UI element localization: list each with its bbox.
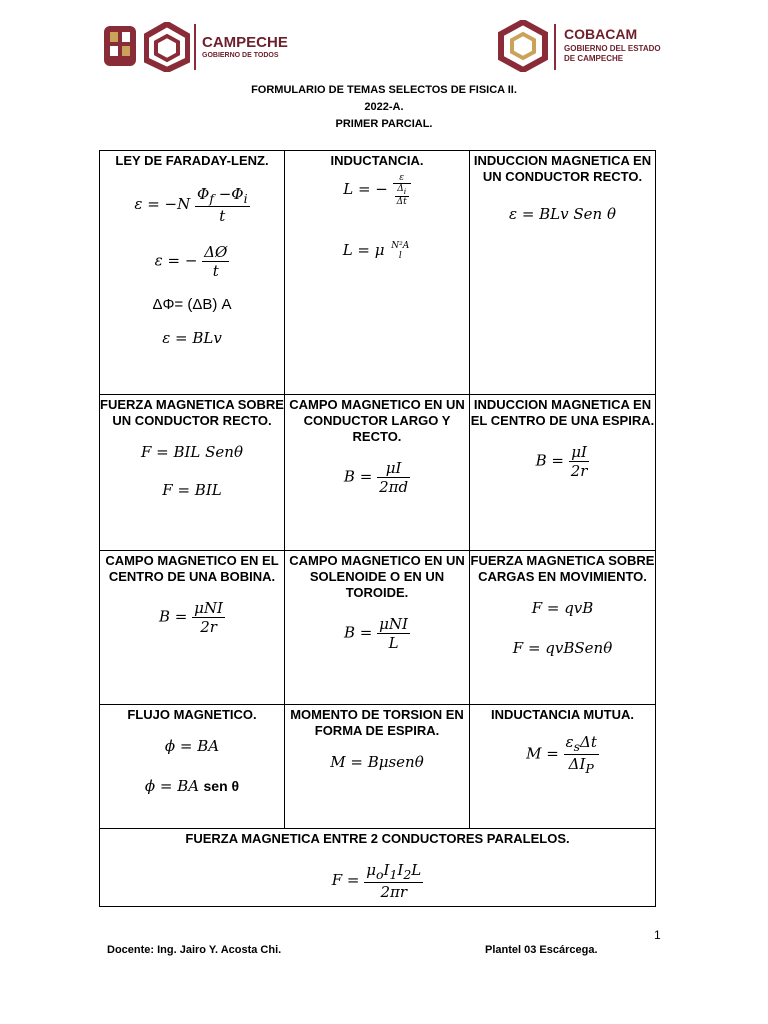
cell-title: LEY DE FARADAY-LENZ.	[115, 153, 269, 168]
cell-induccion-conductor-recto	[470, 151, 656, 395]
formula: B = $\frac{\mu I}{2r}$	[535, 443, 588, 480]
formula: M = $\frac{\varepsilon_s\Delta t}{\Delta I_P}$	[526, 733, 597, 776]
title-line-1: FORMULARIO DE TEMAS SELECTOS DE FISICA II.	[251, 84, 517, 96]
campeche-subtitle: GOBIERNO DE TODOS	[202, 52, 279, 59]
cell-conductores-paralelos	[100, 829, 656, 907]
formula: ε = −N $\frac{\Phi_f -\Phi_i}{t}$	[134, 185, 248, 225]
cell-induccion-espira	[470, 395, 656, 551]
formula: M = Bμsenθ	[330, 753, 424, 771]
cell-title: INDUCTANCIA.	[330, 153, 424, 168]
cell-title: INDUCCION MAGNETICA EN EL CENTRO DE UNA ESPIRA.	[470, 397, 655, 428]
page-header	[0, 18, 768, 78]
formula: F = BIL Senθ	[140, 443, 244, 461]
page-number: 1	[654, 928, 661, 942]
formula: B = $\frac{\mu I}{2\pi d}$	[343, 459, 409, 496]
formula-table	[99, 150, 656, 907]
coat-of-arms-icon	[100, 22, 140, 72]
campeche-wordmark: CAMPECHE	[202, 34, 288, 51]
campeche-emblem-icon	[144, 22, 190, 72]
cell-campo-solenoide	[285, 551, 470, 705]
cell-title: FUERZA MAGNETICA SOBRE UN CONDUCTOR RECTO.	[100, 397, 284, 428]
cell-faraday-lenz	[100, 151, 285, 395]
formula: ϕ = BA sen θ	[144, 777, 240, 795]
cell-inductancia-mutua	[470, 705, 656, 829]
formula: F = BIL	[162, 481, 222, 499]
cell-title: FLUJO MAGNETICO.	[127, 707, 257, 722]
cobacam-wordmark: COBACAM	[564, 26, 638, 42]
cell-title: CAMPO MAGNETICO EN EL CENTRO DE UNA BOBINA.	[105, 553, 279, 584]
footer-plantel: Plantel 03 Escárcega.	[485, 944, 598, 956]
formula: L = − $\frac{\varepsilon}{\frac{\Delta_i}{\Delta t}}$	[285, 173, 469, 207]
formula: ϕ = BA	[164, 737, 220, 755]
formula: L = μ N²A l	[342, 240, 410, 261]
cell-fuerza-conductor	[100, 395, 285, 551]
cell-title: CAMPO MAGNETICO EN UN SOLENOIDE O EN UN TOROIDE.	[289, 553, 465, 600]
cell-title: MOMENTO DE TORSION EN FORMA DE ESPIRA.	[290, 707, 464, 738]
title-line-2: 2022-A.	[364, 101, 404, 113]
formula: ε = − $\frac{\Delta Ø}{t}$	[154, 243, 228, 280]
formula: F = qvBSenθ	[512, 639, 613, 657]
cell-title: INDUCCION MAGNETICA EN UN CONDUCTOR RECTO.	[473, 153, 652, 184]
cell-title: CAMPO MAGNETICO EN UN CONDUCTOR LARGO Y RECTO.	[289, 397, 465, 444]
cell-inductancia	[285, 151, 470, 395]
title-line-3: PRIMER PARCIAL.	[335, 118, 433, 130]
formula: F = qvB	[531, 599, 594, 617]
campeche-logo	[100, 20, 300, 74]
formula: B = $\frac{\text{μNI}}{L}$	[344, 615, 408, 652]
cell-fuerza-cargas	[470, 551, 656, 705]
cell-campo-conductor-largo	[285, 395, 470, 551]
formula: ε = BLv Sen θ	[509, 205, 616, 223]
cell-title: INDUCTANCIA MUTUA.	[491, 707, 634, 722]
cell-flujo-magnetico	[100, 705, 285, 829]
cell-campo-bobina	[100, 551, 285, 705]
cobacam-emblem-icon	[498, 20, 548, 72]
formula: ε = BLv	[162, 329, 222, 347]
formula: ΔΦ= (ΔB) A	[152, 296, 232, 313]
footer-docente: Docente: Ing. Jairo Y. Acosta Chi.	[107, 944, 282, 956]
cobacam-logo	[498, 20, 678, 74]
document-titles	[0, 82, 768, 133]
formula: B = $\frac{\text{μNI}}{2r}$	[159, 599, 223, 636]
cell-title: FUERZA MAGNETICA SOBRE CARGAS EN MOVIMIENTO.	[470, 553, 655, 584]
cobacam-subtitle-1: GOBIERNO DEL ESTADO	[564, 44, 661, 53]
formula: F = $\frac{\mu_oI_1I_2L}{2\pi r}$	[331, 861, 422, 901]
cobacam-subtitle-2: DE CAMPECHE	[564, 54, 624, 63]
cell-title: FUERZA MAGNETICA ENTRE 2 CONDUCTORES PARALELOS.	[185, 831, 570, 846]
cell-momento-torsion	[285, 705, 470, 829]
